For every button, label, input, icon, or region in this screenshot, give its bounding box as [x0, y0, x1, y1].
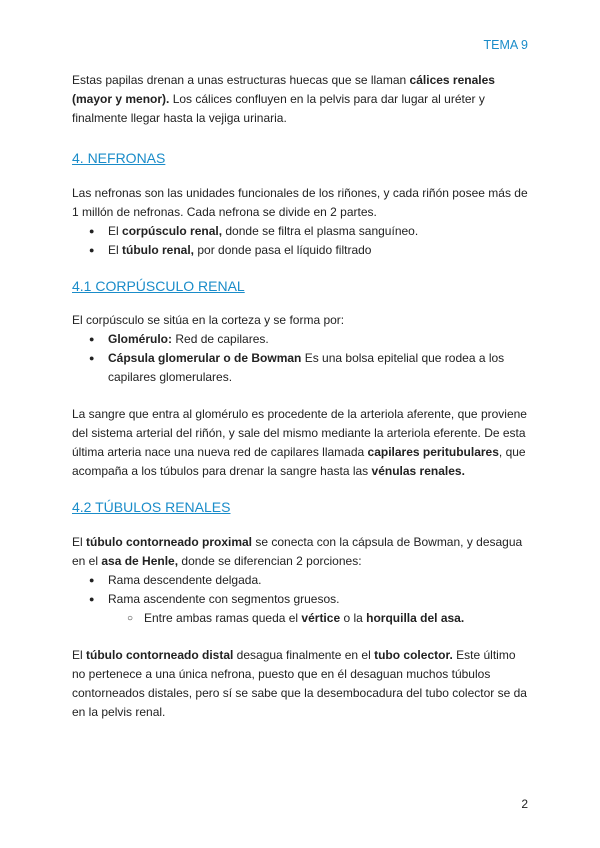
list-item [72, 590, 528, 628]
term-capilares-peritubulares: capilares peritubulares [367, 445, 499, 459]
list-item [72, 222, 528, 241]
list-item [72, 349, 528, 387]
document-body [72, 71, 528, 722]
text-run: por donde pasa el líquido filtrado [194, 243, 372, 257]
text-run: desagua finalmente en el [233, 648, 375, 662]
term-venulas-renales: vénulas renales. [371, 464, 465, 478]
nefronas-paragraph: Las nefronas son las unidades funcionales de los riñones, y cada riñón posee más de 1 millón de nefronas. Cada nefrona se divide en 2 partes. [72, 186, 528, 219]
asa-henle-sublist [72, 609, 528, 628]
term-tubulo-distal: túbulo contorneado distal [86, 648, 234, 662]
tubulo-distal-paragraph [72, 646, 528, 722]
text-run: El [108, 224, 123, 238]
term-tubulo-proximal: túbulo contorneado proximal [86, 535, 253, 549]
term-capsula-bowman: Cápsula glomerular o de Bowman [108, 351, 302, 365]
text-run: se conecta con la cápsula de Bowman, y desagua en el [72, 535, 523, 568]
text-run: El [72, 535, 87, 549]
term-tubo-colector: tubo colector. [374, 648, 453, 662]
tubulos-paragraph [72, 533, 528, 571]
text-run: Red de capilares. [172, 332, 269, 346]
text-run: Este último no pertenece a una única nefrona, puesto que en él desaguan muchos túbulos contorneados distales, pero sí se sabe que la desembocadura del tubo colector se da en la pelvis renal. [72, 648, 527, 719]
list-item: ● Rama descendente delgada. [72, 571, 528, 590]
text-run: donde se filtra el plasma sanguíneo. [222, 224, 419, 238]
text-run: Los cálices confluyen en la pelvis para dar lugar al uréter y finalmente llegar hasta la vejiga urinaria. [72, 92, 485, 125]
text-run: Es una bolsa epitelial que rodea a los capilares glomerulares. [108, 351, 505, 384]
sub-list-item [72, 609, 528, 628]
text-run: El [108, 243, 123, 257]
section-title-tubulos-renales[interactable]: 4.2 TÚBULOS RENALES [72, 499, 231, 515]
sangre-paragraph [72, 405, 528, 481]
page-header-tema: TEMA 9 [483, 38, 528, 52]
term-asa-de-henle: asa de Henle, [101, 554, 179, 568]
text-run: El [72, 648, 87, 662]
text-run: o la [340, 611, 367, 625]
text-run: Rama ascendente con segmentos gruesos. [108, 592, 340, 606]
term-horquilla-del-asa: horquilla del asa. [366, 611, 465, 625]
asa-henle-list [72, 571, 528, 628]
list-item [72, 241, 528, 260]
text-run: donde se diferencian 2 porciones: [178, 554, 362, 568]
section-title-corpusculo-renal[interactable]: 4.1 CORPÚSCULO RENAL [72, 278, 245, 294]
text-run: Estas papilas drenan a unas estructuras huecas que se llaman [72, 73, 410, 87]
intro-paragraph [72, 71, 528, 128]
nefronas-parts-list [72, 222, 528, 260]
page-number: 2 [521, 797, 528, 811]
section-title-nefronas[interactable]: 4. NEFRONAS [72, 150, 166, 166]
term-glomerulo: Glomérulo: [108, 332, 173, 346]
corpusculo-parts-list [72, 330, 528, 387]
term-calices-renales: cálices renales (mayor y menor). [72, 73, 495, 106]
text-run: La sangre que entra al glomérulo es procedente de la arteriola aferente, que proviene del sistema arterial del riñón, y sale del mismo mediante la arteriola eferente. De esta última arteria nace una nueva red de capilares llamada [72, 407, 527, 459]
text-run: Entre ambas ramas queda el [144, 611, 302, 625]
text-run: , que acompaña a los túbulos para drenar la sangre hasta las [72, 445, 526, 478]
term-vertice: vértice [301, 611, 341, 625]
term-tubulo-renal: túbulo renal, [122, 243, 195, 257]
term-corpusculo-renal: corpúsculo renal, [122, 224, 223, 238]
corpusculo-paragraph: El corpúsculo se sitúa en la corteza y se forma por: [72, 313, 345, 327]
list-item [72, 330, 528, 349]
